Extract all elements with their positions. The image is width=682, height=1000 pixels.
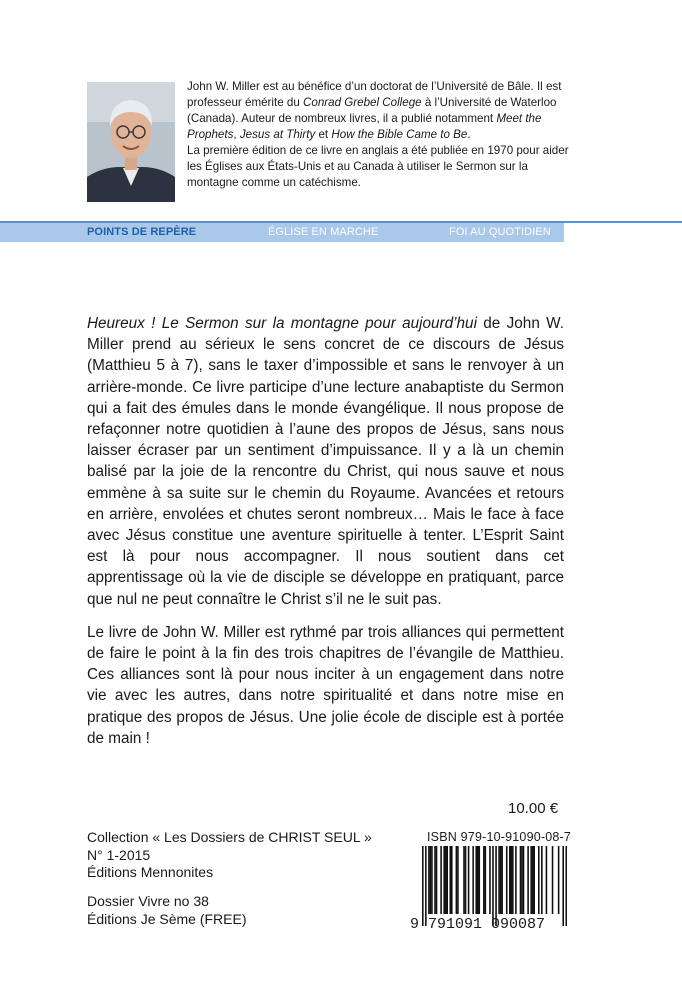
barcode-bar [478,846,480,914]
barcode-bar [489,846,491,914]
barcode-bar [515,846,517,914]
price: 10.00 € [508,800,559,817]
barcode-bar [463,846,465,914]
barcode-digits: 9 791091 090087 [410,916,546,933]
barcode-bar [552,846,554,914]
barcode-bar [506,846,508,914]
dossier-number: Dossier Vivre no 38 [87,893,209,909]
barcode-bar [472,846,474,914]
author-bio: John W. Miller est au bénéfice d’un doctorat de l’Université de Bâle. Il est professeur émérite du Conrad Grebel College à l’Université de Waterloo (Canada). Auteur de nombreux livres, il a publié notamment Meet the Prophets, Jesus at Thirty et How the Bible Came to Be. La première édition de ce livre en anglais a été publiée en 1970 pour aider les Églises aux États-Unis et au Canada à utiliser le Sermon sur la montagne comme un catéchisme. [187,79,577,191]
bio-line-2: Il est professeur émérite du [187,80,562,109]
barcode-bar [562,846,564,926]
barcode-bar [431,846,433,914]
barcode-bar [509,846,511,914]
barcode-bar [500,846,502,914]
barcode-bar [422,846,424,926]
bio-book-1: Meet the Prophets [187,112,542,141]
barcode-bar [501,846,503,914]
barcode-bar [475,846,477,914]
paragraph-2: Le livre de John W. Miller est rythmé par trois alliances qui permettent de faire le point à la fin des trois chapitres de l’évangile de Matthieu. Ces alliances sont là pour nous inciter à un engagement dans notre vie avec les autres, dans notre spiritualité et dans notre mise en pratique des propos de Jésus. Une jolie école de disciple est à portée de main ! [87,623,564,747]
series-foi-au-quotidien: FOI AU QUOTIDIEN [449,226,551,238]
barcode-bar [498,846,500,914]
barcode-bar [565,846,567,926]
bio-line-3: à l’Université de Waterloo (Canada). Auteur de nombreux livres, il a publié notamment [187,96,557,125]
book-title: Heureux ! Le Sermon sur la montagne pour aujourd’hui [87,315,477,332]
author-portrait-icon [87,82,175,202]
bio-college-name: Conrad Grebel College [303,96,422,109]
barcode-bar [533,846,535,914]
barcode-bar [483,846,485,914]
bio-line-1: John W. Miller est au bénéfice d’un doctorat de l’Université de Bâle. [187,80,534,93]
barcode-bar [446,846,448,914]
barcode-bar [532,846,534,914]
barcode-bar [465,846,467,914]
co-publisher: Éditions Je Sème (FREE) [87,910,247,927]
barcode-bar [530,846,532,914]
series-bar [0,223,564,242]
barcode-bar [456,846,458,914]
bio-book-3: How the Bible Came to Be [331,128,468,141]
barcode-bar [511,846,513,914]
barcode-bar [485,846,487,914]
paragraph-1-text: de John W. Miller prend au sérieux le sens concret de ce discours de Jésus (Matthieu 5 à 7), sans le taxer d’impossible et sans le renvoyer à un arrière-monde. Ce livre participe d’une lecture anabaptiste du Sermon qui a fait des émules dans le monde évangélique. Il nous propose de refaçonner notre quotidien à l’aune des propos de Jésus, sans nous laisser écraser par un sentiment d’impuissance. Il y a là un chemin balisé par la joie de la rencontre du Christ, qui nous sauve et nous emmène à sa suite sur le chemin du Royaume. Avancées et retours en arrière, envolées et chutes seront nombreux… Mais le face à face avec Jésus constitue une aventure spirituelle à tenter. L’Esprit Saint est là pour nous accompagner. Il nous soutient dans cet apprentissage où la vie de disciple se développe en pratiquant, parce que nul ne peut connaître le Christ s’il ne le suit pas. [87,315,564,608]
paragraph-1 [87,313,564,610]
barcode-bar [430,846,432,914]
barcode-bar [546,846,548,914]
barcode-bar [468,846,470,914]
barcode-bar [523,846,525,914]
barcode-bar [440,846,442,914]
series-eglise-en-marche: ÉGLISE EN MARCHE [268,226,379,238]
barcode-bar [436,846,438,914]
barcode-bar [445,846,447,914]
barcode-bar [521,846,523,914]
barcode-bar [449,846,451,914]
barcode-bar [558,846,560,914]
barcode-bar [512,846,514,914]
publisher: Éditions Mennonites [87,864,214,880]
back-cover-text [87,313,564,761]
barcode-bar [538,846,540,914]
bio-book-2: Jesus at Thirty [239,128,316,141]
barcode-bar [541,846,543,914]
isbn: ISBN 979-10-91090-08-7 [427,830,572,844]
barcode-bar [425,846,427,926]
barcode-bar [495,846,497,926]
series-points-de-repere: POINTS DE REPÈRE [87,226,197,238]
barcode-icon [422,846,567,926]
barcode-bar [492,846,494,926]
barcode-bar [520,846,522,914]
barcode-bar [434,846,436,914]
barcode-bar [443,846,445,914]
barcode-bar [428,846,430,914]
collection-name: Collection « Les Dossiers de CHRIST SEUL » [87,829,372,845]
barcode-bar [457,846,459,914]
author-photo [87,82,175,202]
barcode-bar [451,846,453,914]
edition-info [87,893,247,928]
barcode-bar [477,846,479,914]
collection-info [87,829,372,882]
collection-number: N° 1-2015 [87,846,151,863]
bio-first-edition: La première édition de ce livre en anglais a été publiée en 1970 pour aider les Églises aux États-Unis et au Canada à utiliser le Sermon sur la montagne comme un catéchisme. [187,144,569,189]
barcode-bar [527,846,529,914]
